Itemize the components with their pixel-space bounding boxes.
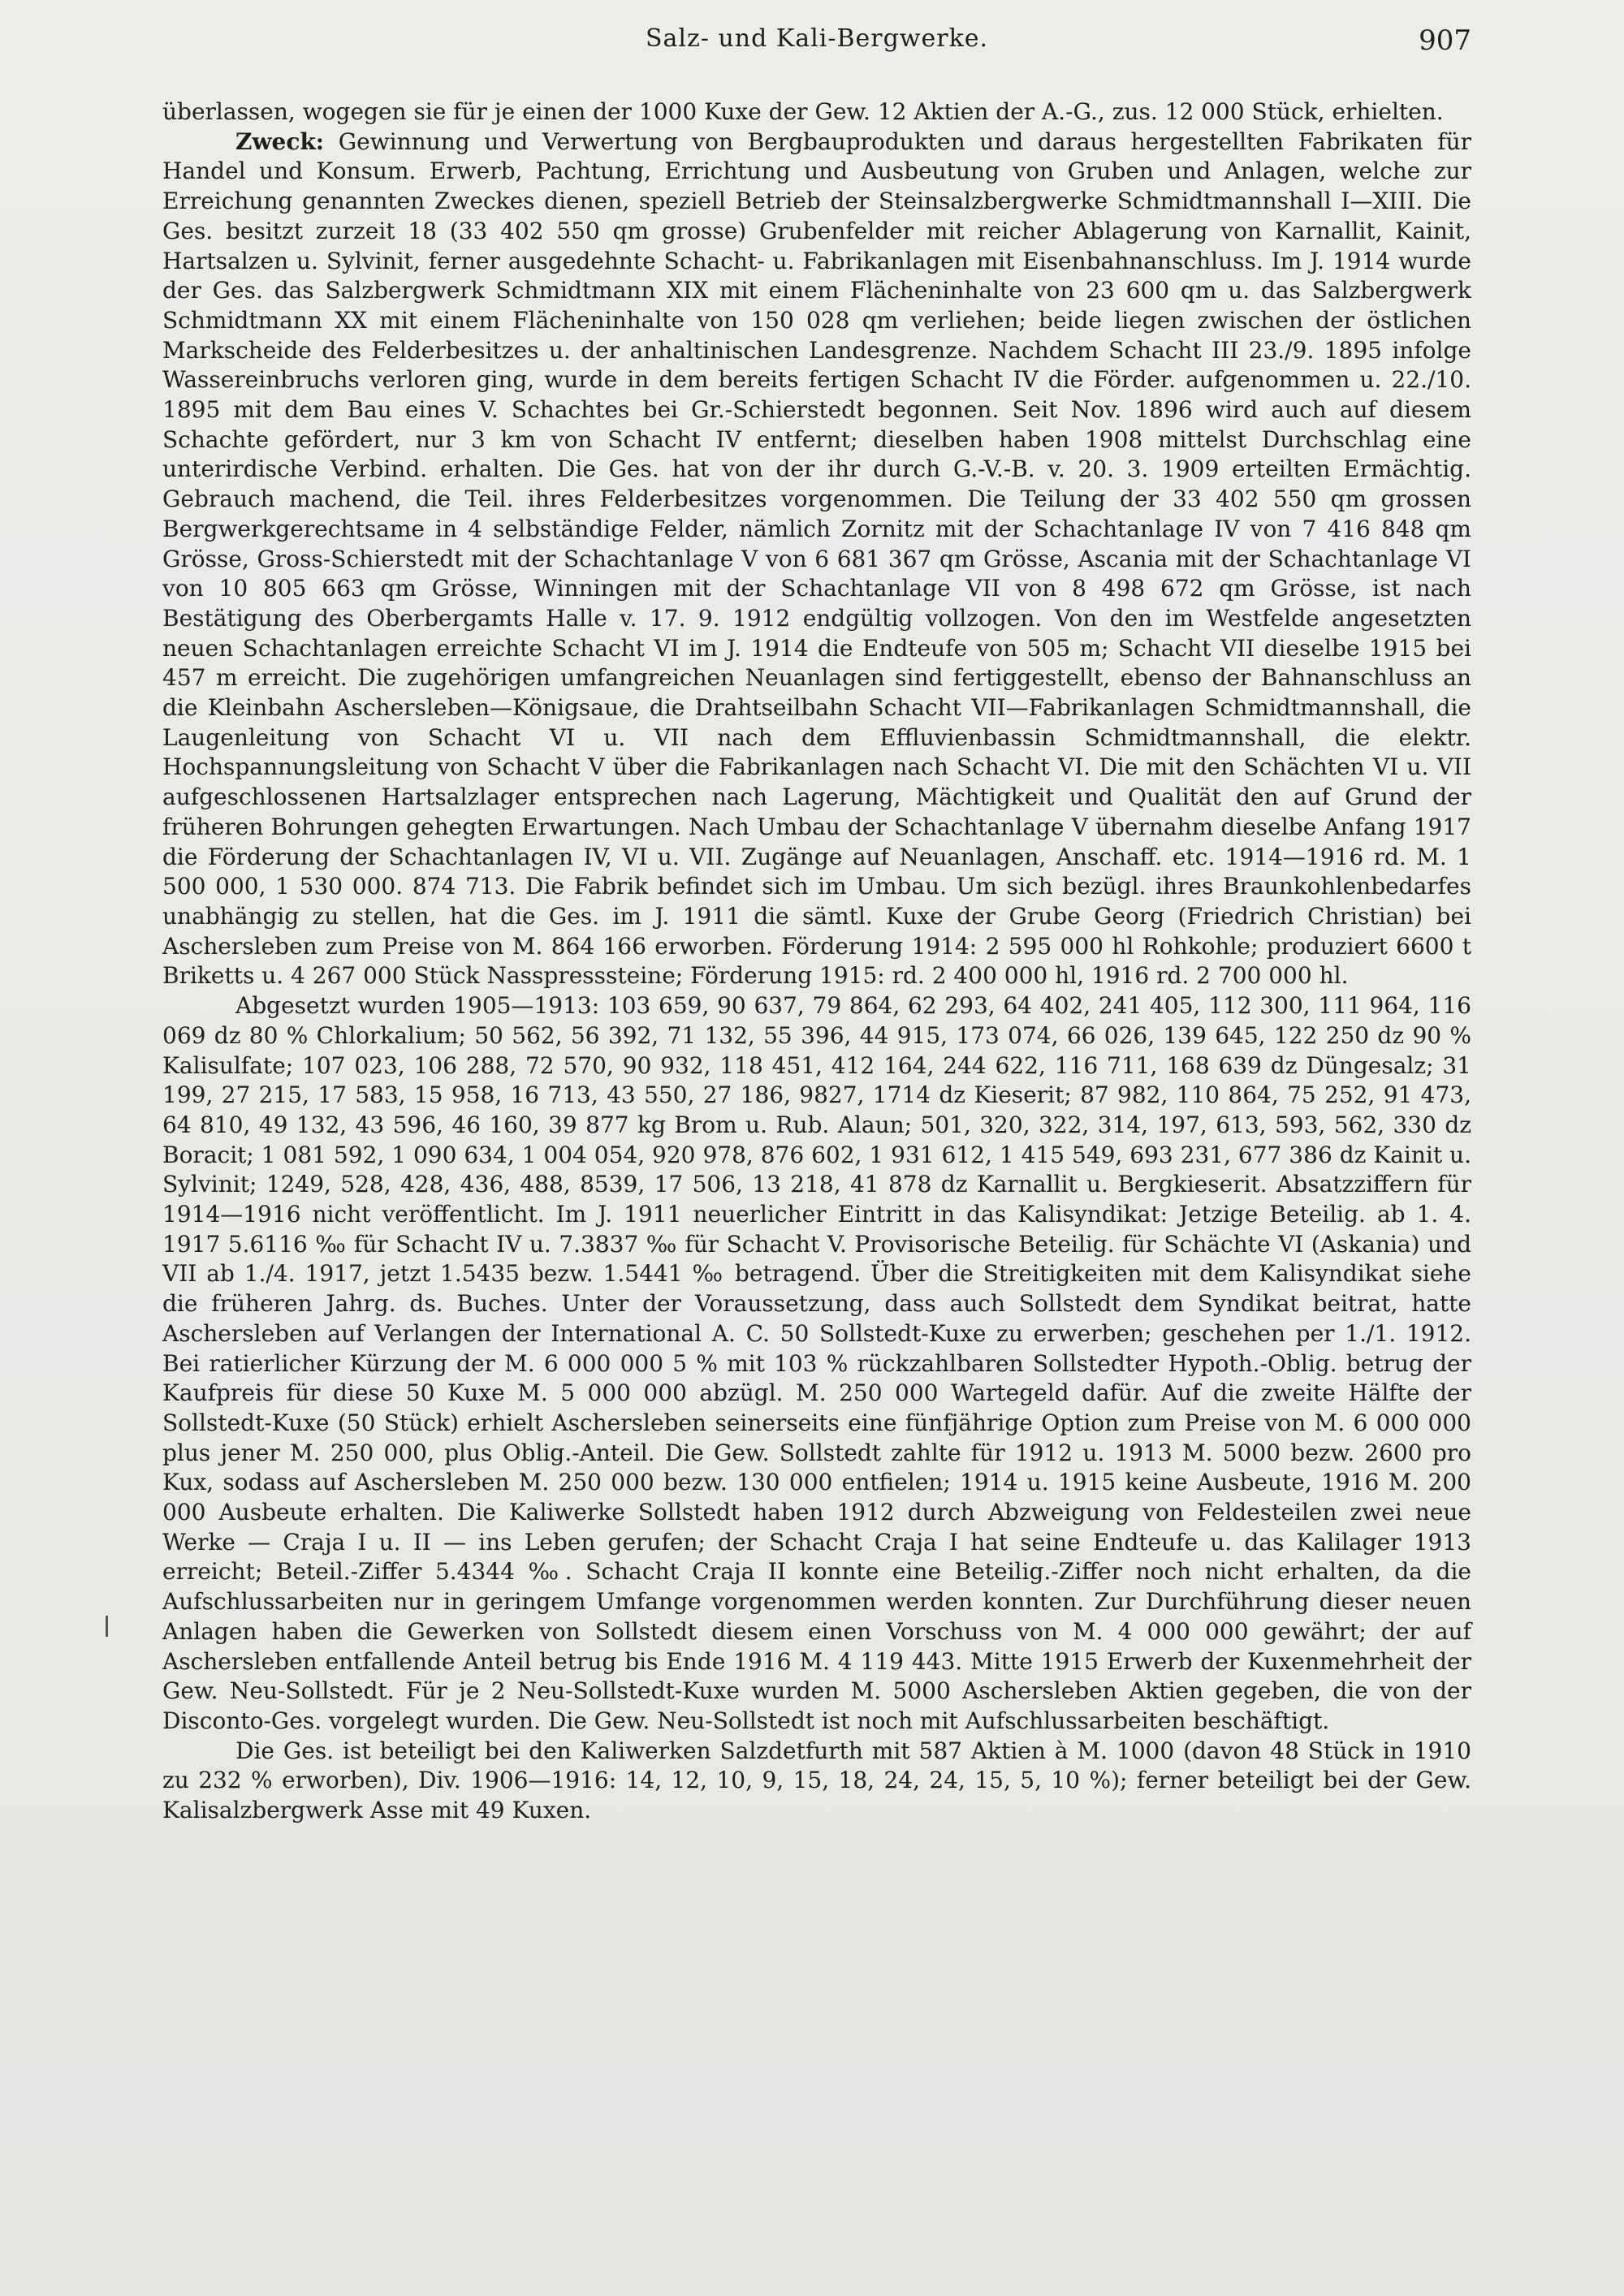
margin-mark (106, 1616, 108, 1637)
page-number: 907 (1419, 24, 1471, 57)
page-header (162, 24, 1471, 60)
zweck-label: Zweck: (235, 127, 325, 155)
body-text (162, 97, 1471, 1826)
paragraph-beteiligung: Die Ges. ist beteiligt bei den Kaliwerken Salzdetfurth mit 587 Aktien à M. 1000 (davon 48 Stück in 1910 zu 232 % erworben), Div. 1906—1916: 14, 12, 10, 9, 15, 18, 24, 24, 15, 5, 10 %); ferner beteiligt bei der Gew. Kalisalzbergwerk Asse mit 49 Kuxen. (162, 1737, 1471, 1824)
zweck-text: Gewinnung und Verwertung von Bergbauprodukten und daraus hergestellten Fabrikaten für Handel und Konsum. Erwerb, Pachtung, Errichtung und Ausbeutung von Gruben und Anlagen, welche zur Erreichung genannten Zweckes dienen, speziell Betrieb der Steinsalzbergwerke Schmidtmannshall I—XIII. Die Ges. besitzt zurzeit 18 (33 402 550 qm grosse) Grubenfelder mit reicher Ablagerung von Karnallit, Kainit, Hartsalzen u. Sylvinit, ferner ausgedehnte Schacht- u. Fabrikanlagen mit Eisenbahnanschluss. Im J. 1914 wurde der Ges. das Salzbergwerk Schmidtmann XIX mit einem Flächeninhalte von 23 600 qm u. das Salzbergwerk Schmidtmann XX mit einem Flächeninhalte von 150 028 qm verliehen; beide liegen zwischen der östlichen Markscheide des Felderbesitzes u. der anhaltinischen Landesgrenze. Nachdem Schacht III 23./9. 1895 infolge Wassereinbruchs verloren ging, wurde in dem bereits fertigen Schacht IV die Förder. aufgenommen u. 22./10. 1895 mit dem Bau eines V. Schachtes bei Gr.-Schierstedt begonnen. Seit Nov. 1896 wird auch auf diesem Schachte gefördert, nur 3 km von Schacht IV entfernt; dieselben haben 1908 mittelst Durchschlag eine unterirdische Verbind. erhalten. Die Ges. hat von der ihr durch G.-V.-B. v. 20. 3. 1909 erteilten Ermächtig. Gebrauch machend, die Teil. ihres Felderbesitzes vorgenommen. Die Teilung der 33 402 550 qm grossen Bergwerkgerechtsame in 4 selbständige Felder, nämlich Zornitz mit der Schachtanlage IV von 7 416 848 qm Grösse, Gross-Schierstedt mit der Schachtanlage V von 6 681 367 qm Grösse, Ascania mit der Schachtanlage VI von 10 805 663 qm Grösse, Winningen mit der Schachtanlage VII von 8 498 672 qm Grösse, ist nach Bestätigung des Oberbergamts Halle v. 17. 9. 1912 endgültig vollzogen. Von den im Westfelde angesetzten neuen Schachtanlagen erreichte Schacht VI im J. 1914 die Endteufe von 505 m; Schacht VII dieselbe 1915 bei 457 m erreicht. Die zugehörigen umfangreichen Neuanlagen sind fertiggestellt, ebenso der Bahnanschluss an die Kleinbahn Aschersleben—Königsaue, die Drahtseilbahn Schacht VII—Fabrikanlagen Schmidtmannshall, die Laugenleitung von Schacht VI u. VII nach dem Effluvienbassin Schmidtmannshall, die elektr. Hochspannungsleitung von Schacht V über die Fabrikanlagen nach Schacht VI. Die mit den Schächten VI u. VII aufgeschlossenen Hartsalzlager entsprechen nach Lagerung, Mächtigkeit und Qualität den auf Grund der früheren Bohrungen gehegten Erwartungen. Nach Umbau der Schachtanlage V übernahm dieselbe Anfang 1917 die Förderung der Schachtanlagen IV, VI u. VII. Zugänge auf Neuanlagen, Anschaff. etc. 1914—1916 rd. M. 1 500 000, 1 530 000. 874 713. Die Fabrik befindet sich im Umbau. Um sich bezügl. ihres Braunkohlenbedarfes unabhängig zu stellen, hat die Ges. im J. 1911 die sämtl. Kuxe der Grube Georg (Friedrich Christian) bei Aschersleben zum Preise von M. 864 166 erworben. Förderung 1914: 2 595 000 hl Rohkohle; produziert 6600 t Briketts u. 4 267 000 Stück Nasspresssteine; Förderung 1915: rd. 2 400 000 hl, 1916 rd. 2 700 000 hl. (162, 127, 1471, 990)
paragraph-zweck (162, 127, 1471, 991)
paragraph-absatz: Abgesetzt wurden 1905—1913: 103 659, 90 637, 79 864, 62 293, 64 402, 241 405, 112 300, 111 964, 116 069 dz 80 % Chlorkalium; 50 562, 56 392, 71 132, 55 396, 44 915, 173 074, 66 026, 139 645, 122 250 dz 90 % Kalisulfate; 107 023, 106 288, 72 570, 90 932, 118 451, 412 164, 244 622, 116 711, 168 639 dz Düngesalz; 31 199, 27 215, 17 583, 15 958, 16 713, 43 550, 27 186, 9827, 1714 dz Kieserit; 87 982, 110 864, 75 252, 91 473, 64 810, 49 132, 43 596, 46 160, 39 877 kg Brom u. Rub. Alaun; 501, 320, 322, 314, 197, 613, 593, 562, 330 dz Boracit; 1 081 592, 1 090 634, 1 004 054, 920 978, 876 602, 1 931 612, 1 415 549, 693 231, 677 386 dz Kainit u. Sylvinit; 1249, 528, 428, 436, 488, 8539, 17 506, 13 218, 41 878 dz Karnallit u. Bergkieserit. Absatzziffern für 1914—1916 nicht veröffentlicht. Im J. 1911 neuerlicher Eintritt in das Kalisyndikat: Jetzige Beteilig. ab 1. 4. 1917 5.6116 ‰ für Schacht IV u. 7.3837 ‰ für Schacht V. Provisorische Beteilig. für Schächte VI (Askania) und VII ab 1./4. 1917, jetzt 1.5435 bezw. 1.5441 ‰ betragend. Über die Streitigkeiten mit dem Kalisyndikat siehe die früheren Jahrg. ds. Buches. Unter der Voraussetzung, dass auch Sollstedt dem Syndikat beitrat, hatte Aschersleben auf Verlangen der International A. C. 50 Sollstedt-Kuxe zu erwerben; geschehen per 1./1. 1912. Bei ratierlicher Kürzung der M. 6 000 000 5 % mit 103 % rückzahlbaren Sollstedter Hypoth.-Oblig. betrug der Kaufpreis für diese 50 Kuxe M. 5 000 000 abzügl. M. 250 000 Wartegeld dafür. Auf die zweite Hälfte der Sollstedt-Kuxe (50 Stück) erhielt Aschersleben seinerseits eine fünfjährige Option zum Preise von M. 6 000 000 plus jener M. 250 000, plus Oblig.-Anteil. Die Gew. Sollstedt zahlte für 1912 u. 1913 M. 5000 bezw. 2600 pro Kux, sodass auf Aschersleben M. 250 000 bezw. 130 000 entfielen; 1914 u. 1915 keine Ausbeute, 1916 M. 200 000 Ausbeute erhalten. Die Kaliwerke Sollstedt haben 1912 durch Abzweigung von Feldesteilen zwei neue Werke — Craja I u. II — ins Leben gerufen; der Schacht Craja I hat seine Endteufe u. das Kalilager 1913 erreicht; Beteil.-Ziffer 5.4344 ‰. Schacht Craja II konnte eine Beteilig.-Ziffer noch nicht erhalten, da die Aufschlussarbeiten nur in geringem Umfange vorgenommen werden konnten. Zur Durchführung dieser neuen Anlagen haben die Gewerken von Sollstedt diesem einen Vorschuss von M. 4 000 000 gewährt; der auf Aschersleben entfallende Anteil betrug bis Ende 1916 M. 4 119 443. Mitte 1915 Erwerb der Kuxenmehrheit der Gew. Neu-Sollstedt. Für je 2 Neu-Sollstedt-Kuxe wurden M. 5000 Aschersleben Aktien gegeben, die von der Disconto-Ges. vorgelegt wurden. Die Gew. Neu-Sollstedt ist noch mit Aufschlussarbeiten beschäftigt. (162, 992, 1471, 1734)
running-head: Salz- und Kali-Bergwerke. (645, 24, 989, 53)
paragraph-continuation: überlassen, wogegen sie für je einen der 1000 Kuxe der Gew. 12 Aktien der A.-G., zus. 12 000 Stück, erhielten. (162, 98, 1444, 125)
